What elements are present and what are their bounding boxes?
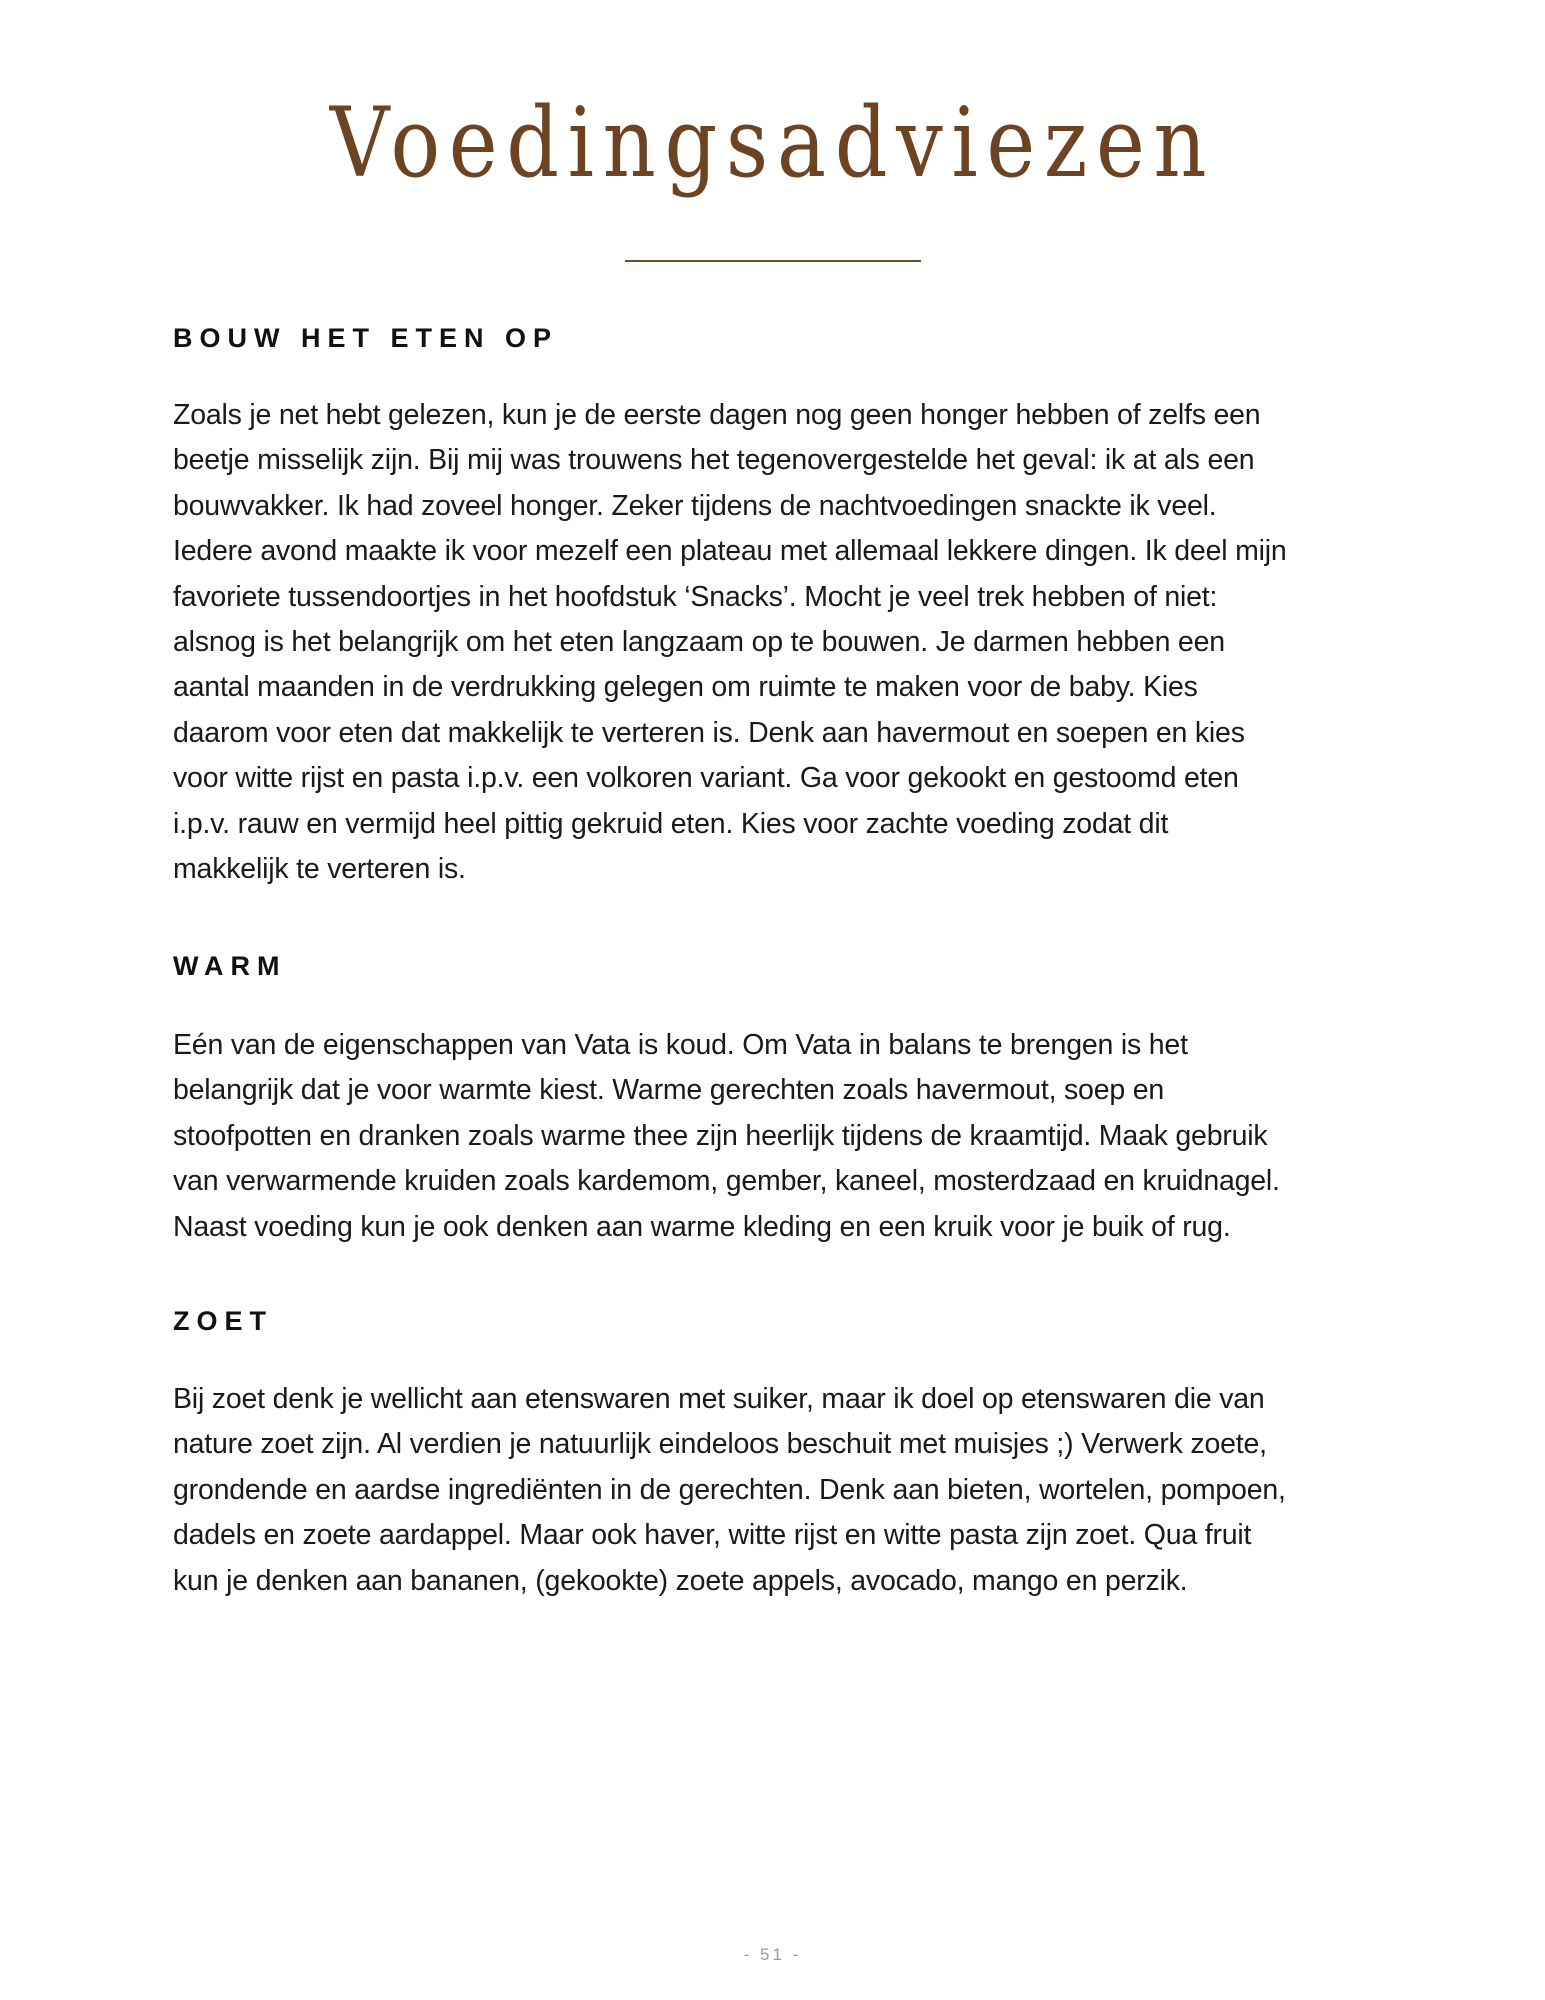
text-line: Bij zoet denk je wellicht aan etenswaren met suiker, maar ik doel op etenswaren die van [173, 1383, 1265, 1415]
section-heading-bouw-het-eten-op: BOUW HET ETEN OP [173, 323, 559, 353]
text-line: favoriete tussendoortjes in het hoofdstuk ‘Snacks’. Mocht je veel trek hebben of niet: [173, 580, 1218, 613]
text-line: grondende en aardse ingrediënten in de gerechten. Denk aan bieten, wortelen, pompoen, [173, 1473, 1286, 1506]
text-line: nature zoet zijn. Al verdien je natuurlijk eindeloos beschuit met muisjes ;) Verwerk zoete, [173, 1428, 1267, 1461]
section-heading-warm: WARM [173, 951, 287, 981]
text-line: bouwvakker. Ik had zoveel honger. Zeker tijdens de nachtvoedingen snackte ik veel. [173, 489, 1217, 522]
text-line: stoofpotten en dranken zoals warme thee zijn heerlijk tijdens de kraamtijd. Maak gebruik [173, 1119, 1268, 1152]
text-line: i.p.v. rauw en vermijd heel pittig gekruid eten. Kies voor zachte voeding zodat dit [173, 807, 1169, 840]
section-body-warm [173, 1023, 1423, 1250]
text-line: aantal maanden in de verdrukking gelegen om ruimte te maken voor de baby. Kies [173, 671, 1198, 704]
text-line: Eén van de eigenschappen van Vata is koud. Om Vata in balans te brengen is het [173, 1029, 1188, 1061]
text-line: daarom voor eten dat makkelijk te verteren is. Denk aan havermout en soepen en kies [173, 716, 1245, 749]
text-line: kun je denken aan bananen, (gekookte) zoete appels, avocado, mango en perzik. [173, 1564, 1188, 1597]
text-line: dadels en zoete aardappel. Maar ook haver, witte rijst en witte pasta zijn zoet. Qua fruit [173, 1519, 1252, 1552]
text-line: Iedere avond maakte ik voor mezelf een plateau met allemaal lekkere dingen. Ik deel mijn [173, 535, 1287, 568]
text-line: beetje misselijk zijn. Bij mij was trouwens het tegenovergestelde het geval: ik at als een [173, 444, 1255, 477]
text-line: voor witte rijst en pasta i.p.v. een volkoren variant. Ga voor gekookt en gestoomd eten [173, 762, 1239, 795]
section-body-bouw-het-eten-op [173, 393, 1423, 892]
text-line: belangrijk dat je voor warmte kiest. Warme gerechten zoals havermout, soep en [173, 1074, 1165, 1107]
section-body-zoet [173, 1377, 1423, 1604]
text-line: Naast voeding kun je ook denken aan warme kleding en een kruik voor je buik of rug. [173, 1210, 1231, 1243]
page-title: Voedingsadviezen [329, 87, 1216, 199]
page-number: - 51 - [743, 1945, 802, 1964]
text-line: makkelijk te verteren is. [173, 853, 466, 886]
text-line: Zoals je net hebt gelezen, kun je de eerste dagen nog geen honger hebben of zelfs een [173, 399, 1261, 431]
text-line: alsnog is het belangrijk om het eten langzaam op te bouwen. Je darmen hebben een [173, 626, 1225, 659]
text-line: van verwarmende kruiden zoals kardemom, gember, kaneel, mosterdzaad en kruidnagel. [173, 1165, 1280, 1198]
section-heading-zoet: ZOET [173, 1306, 273, 1336]
title-divider [625, 260, 921, 262]
